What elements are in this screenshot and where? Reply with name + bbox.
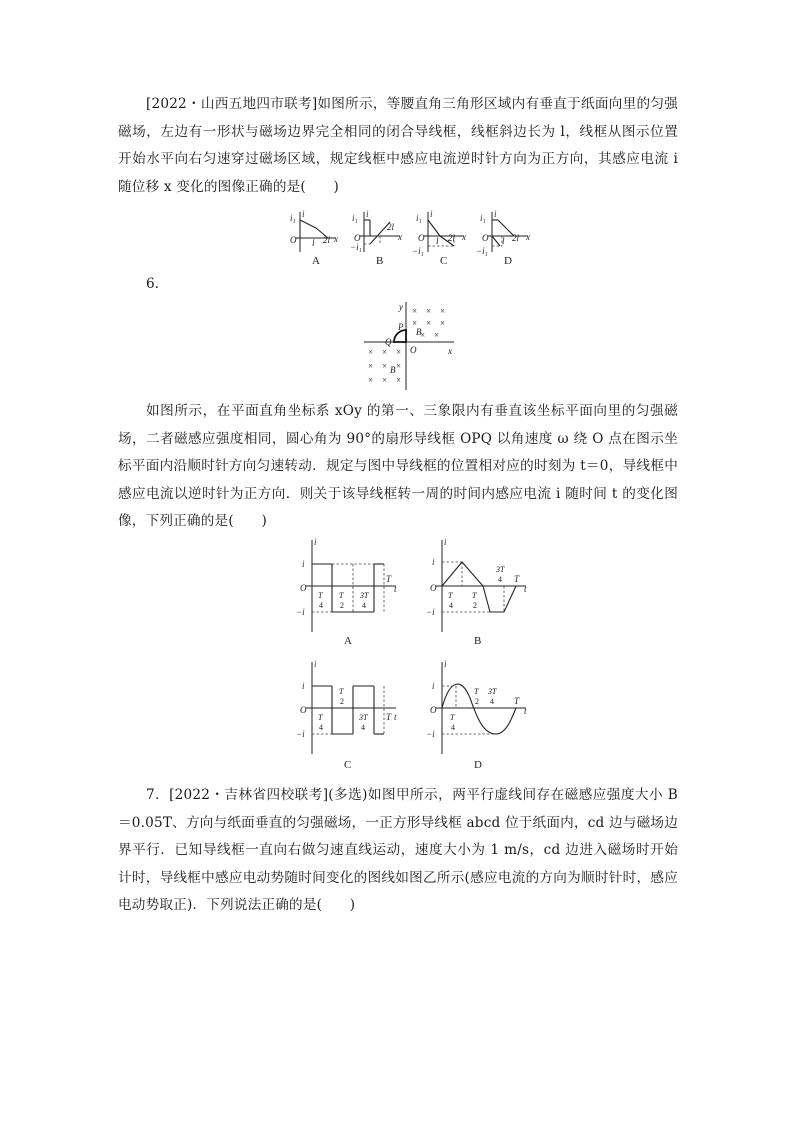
svg-text:i: i: [432, 557, 435, 567]
q5-option-a-label: A: [312, 255, 320, 267]
q6-number: 6.: [146, 276, 159, 292]
q5-option-c-label: C: [440, 255, 448, 267]
field-cross-marks: [368, 306, 445, 385]
svg-text:O: O: [430, 705, 437, 715]
svg-text:B: B: [390, 365, 396, 375]
svg-text:i: i: [432, 681, 435, 691]
svg-text:T: T: [386, 712, 392, 722]
svg-text:3T: 3T: [488, 687, 497, 696]
svg-text:2: 2: [473, 601, 477, 610]
svg-text:×: ×: [368, 347, 374, 357]
svg-text:T: T: [339, 591, 344, 600]
svg-text:T: T: [386, 574, 392, 584]
q6-body: 如图所示，在平面直角坐标系 xOy 的第一、三象限内有垂直该坐标平面向里的匀强磁场，二者磁感应强度相同，圆心角为 90°的扇形导线框 OPQ 以角速度 ω 绕 O 点在图示坐标平面内沿顺时针方向匀速转动．规定与图中导线框的位置相对应的时刻为 t＝0，导线框中感应电流以逆时针为正方向．则关于该导线框转一周的时间内感应电流 i 随时间 t 的变化图像，下列正确的是( ): [118, 403, 678, 529]
svg-text:×: ×: [426, 318, 432, 328]
svg-text:i₁: i₁: [290, 213, 296, 223]
svg-text:2: 2: [340, 697, 344, 706]
svg-text:×: ×: [396, 375, 402, 385]
svg-text:×: ×: [426, 306, 432, 316]
svg-text:3T: 3T: [496, 565, 505, 574]
svg-text:4: 4: [362, 601, 366, 610]
q5-graph-d: [476, 209, 530, 267]
svg-text:×: ×: [396, 347, 402, 357]
svg-text:B: B: [416, 327, 422, 337]
q6-graph-d: [426, 659, 527, 771]
svg-text:i₁: i₁: [352, 213, 358, 223]
svg-text:t: t: [524, 584, 527, 594]
svg-text:T: T: [339, 687, 344, 696]
svg-text:y: y: [399, 302, 403, 312]
svg-text:i: i: [494, 209, 497, 219]
q6-graph-b: [426, 537, 527, 647]
svg-text:i₁: i₁: [416, 213, 422, 223]
q6-option-b-label: B: [474, 635, 482, 647]
svg-text:O: O: [482, 233, 489, 243]
svg-text:4: 4: [449, 601, 453, 610]
q6-graph-a: [296, 537, 397, 647]
svg-text:i: i: [302, 559, 305, 569]
svg-text:−i: −i: [296, 607, 305, 617]
svg-text:−i₁: −i₁: [476, 246, 488, 256]
svg-text:x: x: [334, 234, 338, 244]
svg-text:i: i: [314, 659, 317, 669]
q7-text: [118, 782, 678, 920]
svg-text:2l: 2l: [512, 233, 520, 243]
svg-text:P: P: [398, 322, 404, 332]
svg-text:T: T: [474, 687, 479, 696]
q6-option-c-label: C: [344, 759, 352, 771]
svg-text:−i₁: −i₁: [412, 246, 424, 256]
svg-text:×: ×: [412, 306, 418, 316]
svg-text:Q: Q: [385, 337, 392, 347]
svg-text:4: 4: [490, 697, 494, 706]
q6-option-d-label: D: [474, 759, 482, 771]
svg-text:i: i: [314, 537, 317, 547]
q5-graph-a: [290, 209, 338, 267]
svg-text:x: x: [462, 232, 466, 242]
svg-text:t: t: [524, 706, 527, 716]
svg-text:x: x: [526, 232, 530, 242]
svg-text:O: O: [300, 705, 307, 715]
q6-options-figure: [290, 536, 540, 776]
svg-text:O: O: [300, 583, 307, 593]
q5-option-d-label: D: [504, 255, 512, 267]
svg-text:T: T: [318, 591, 323, 600]
q6-text: [118, 398, 678, 536]
svg-text:i: i: [430, 209, 433, 219]
svg-text:l: l: [502, 236, 505, 246]
q7-body: 7．[2022・吉林省四校联考](多选)如图甲所示，两平行虚线间存在磁感应强度大小 B＝0.05T、方向与纸面垂直的匀强磁场，一正方形导线框 abcd 位于纸面内，cd 边与磁场边界平行．已知导线框一直向右做匀速直线运动，速度大小为 1 m/s，cd 边进入磁场时开始计时，导线框中感应电动势随时间变化的图线如图乙所示(感应电流的方向为顺时针时，感应电动势取正)．下列说法正确的是( ): [118, 787, 678, 913]
q5-options-figure: [286, 208, 536, 268]
svg-text:2l: 2l: [448, 233, 456, 243]
svg-text:T: T: [514, 574, 520, 584]
svg-text:O: O: [290, 235, 297, 245]
svg-text:×: ×: [382, 375, 388, 385]
svg-text:4: 4: [319, 723, 323, 732]
svg-text:×: ×: [396, 361, 402, 371]
svg-text:×: ×: [440, 306, 446, 316]
svg-text:l: l: [312, 238, 315, 248]
svg-text:t: t: [394, 712, 397, 722]
q5-text: [118, 91, 678, 201]
svg-text:−i: −i: [426, 607, 435, 617]
svg-text:T: T: [514, 696, 520, 706]
svg-text:i: i: [302, 209, 305, 219]
svg-text:O: O: [418, 233, 425, 243]
svg-text:T: T: [448, 591, 453, 600]
svg-text:i: i: [444, 537, 447, 547]
svg-text:−i₁: −i₁: [350, 242, 362, 252]
svg-text:−i: −i: [426, 729, 435, 739]
svg-text:i: i: [444, 659, 447, 669]
svg-text:2: 2: [340, 601, 344, 610]
svg-text:4: 4: [361, 723, 365, 732]
svg-text:x: x: [398, 232, 402, 242]
svg-text:i: i: [366, 209, 369, 219]
svg-text:T: T: [472, 591, 477, 600]
svg-text:T: T: [450, 713, 455, 722]
svg-text:O: O: [430, 583, 437, 593]
svg-text:4: 4: [319, 601, 323, 610]
svg-text:2l: 2l: [323, 235, 331, 245]
svg-text:×: ×: [382, 347, 388, 357]
svg-text:2: 2: [475, 697, 479, 706]
svg-text:×: ×: [368, 375, 374, 385]
q6-option-a-label: A: [344, 635, 352, 647]
svg-text:i: i: [302, 681, 305, 691]
svg-text:l: l: [436, 236, 439, 246]
svg-text:x: x: [448, 346, 452, 356]
svg-text:4: 4: [498, 575, 502, 584]
svg-text:3T: 3T: [360, 591, 369, 600]
svg-text:T: T: [318, 713, 323, 722]
svg-text:3T: 3T: [359, 713, 368, 722]
q5-graph-c: [412, 209, 466, 267]
svg-text:2l: 2l: [387, 222, 395, 232]
svg-text:O: O: [410, 345, 417, 355]
svg-text:i₁: i₁: [480, 213, 486, 223]
q6-graph-c: [296, 659, 397, 771]
q6-field-figure: [360, 300, 460, 392]
svg-text:×: ×: [440, 318, 446, 328]
q5-option-b-label: B: [376, 255, 384, 267]
svg-text:×: ×: [412, 318, 418, 328]
svg-text:×: ×: [434, 330, 440, 340]
svg-text:t: t: [394, 584, 397, 594]
svg-text:−i: −i: [296, 729, 305, 739]
svg-text:×: ×: [420, 330, 426, 340]
svg-text:×: ×: [382, 361, 388, 371]
svg-text:O: O: [354, 233, 361, 243]
svg-text:4: 4: [451, 723, 455, 732]
svg-text:×: ×: [368, 361, 374, 371]
q5-graph-b: [350, 209, 402, 267]
q5-body: [2022・山西五地四市联考]如图所示，等腰直角三角形区域内有垂直于纸面向里的匀强磁场，左边有一形状与磁场边界完全相同的闭合导线框，线框斜边长为 l，线框从图示位置开始水平向右匀速穿过磁场区域，规定线框中感应电流逆时针方向为正方向，其感应电流 i 随位移 x 变化的图像正确的是( ): [118, 96, 678, 195]
